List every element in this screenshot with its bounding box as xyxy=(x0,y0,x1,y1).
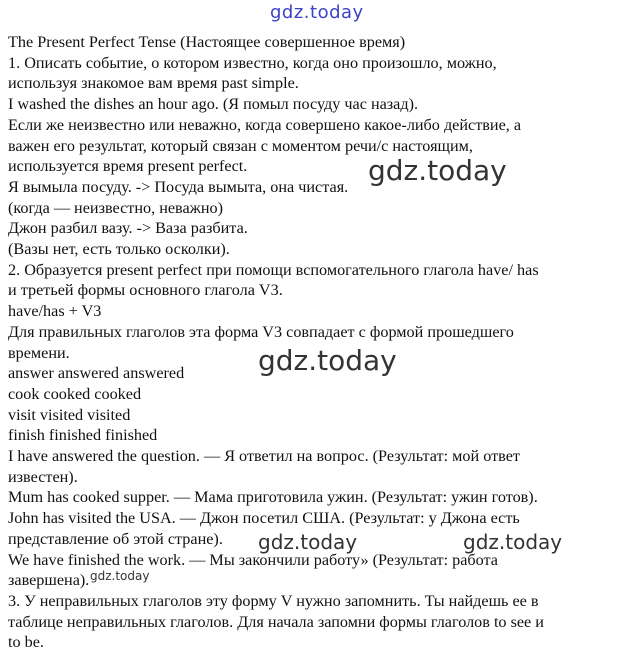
text-line: Mum has cooked supper. — Мама приготовила ужин. (Результат: ужин готов). xyxy=(8,488,538,507)
text-line: We have finished the work. — Мы закончили работу» (Результат: работа xyxy=(8,550,498,569)
text-line: to be. xyxy=(8,633,44,652)
text-line: Джон разбил вазу. -> Ваза разбита. xyxy=(8,219,248,238)
text-line: answer answered answered xyxy=(8,364,185,383)
watermark: gdz.today xyxy=(258,344,397,377)
text-line: I washed the dishes an hour ago. (Я помыл посуду час назад). xyxy=(8,95,419,114)
text-line: 2. Образуется present perfect при помощи вспомогательного глагола have/ has xyxy=(8,260,539,279)
text-line: Я вымыла посуду. -> Посуда вымыта, она чистая. xyxy=(8,177,349,196)
text-line: cook cooked cooked xyxy=(8,384,142,403)
watermark: gdz.today xyxy=(258,530,358,554)
text-line: finish finished finished xyxy=(8,426,158,445)
text-line: завершена). xyxy=(8,571,90,590)
text-line: Для правильных глаголов эта форма V3 совпадает с формой прошедшего xyxy=(8,322,514,341)
text-line: (когда — неизвестно, неважно) xyxy=(8,198,224,217)
watermark: gdz.today xyxy=(368,154,507,187)
watermark: gdz.today xyxy=(90,569,150,583)
text-line: известен). xyxy=(8,467,78,486)
watermark: gdz.today xyxy=(463,530,563,554)
text-line: (Вазы нет, есть только осколки). xyxy=(8,240,230,259)
document-title: The Present Perfect Tense (Настоящее совершенное время) xyxy=(8,33,406,51)
watermark-top: gdz.today xyxy=(270,2,364,23)
text-line: и третьей формы основного глагола V3. xyxy=(8,281,283,300)
text-line: I have answered the question. — Я ответил на вопрос. (Результат: мой ответ xyxy=(8,447,520,466)
text-line: используя знакомое вам время past simple. xyxy=(8,74,299,93)
text-line: важен его результат, который связан с моментом речи/с настоящим, xyxy=(8,136,473,155)
text-line: 1. Описать событие, о котором известно, когда оно произошло, можно, xyxy=(8,53,497,72)
text-line: времени. xyxy=(8,343,70,362)
text-line: have/has + V3 xyxy=(8,302,102,321)
document-text xyxy=(8,32,623,653)
text-line: таблице неправильных глаголов. Для начала запомни формы глаголов to see и xyxy=(8,612,544,631)
text-line: Если же неизвестно или неважно, когда совершено какое-либо действие, а xyxy=(8,115,522,134)
text-line: представление об этой стране). xyxy=(8,529,223,548)
text-line: John has visited the USA. — Джон посетил США. (Результат: у Джона есть xyxy=(8,509,520,528)
text-line: используется время present perfect. xyxy=(8,157,248,176)
text-line: visit visited visited xyxy=(8,405,131,424)
text-line: 3. У неправильных глаголов эту форму V нужно запомнить. Ты найдешь ее в xyxy=(8,591,539,610)
